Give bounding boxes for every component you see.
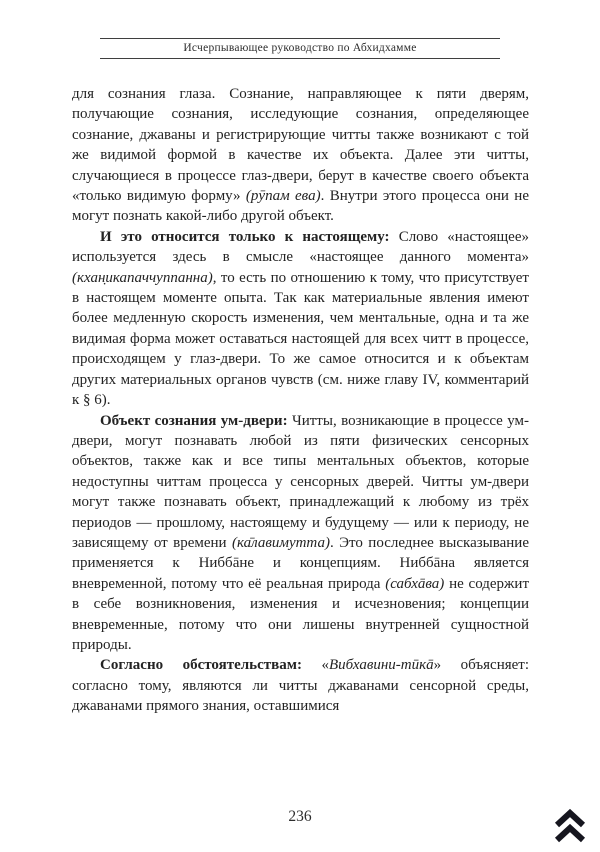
term-italic: (сабхāва) [385, 575, 445, 592]
paragraph [72, 411, 529, 656]
running-head [100, 38, 500, 59]
term-italic: (ка̄лавимутта) [232, 534, 330, 551]
paragraph-text: , то есть по отношению к тому, что присутствует в настоящем моменте опыта. Так как материальные явления имеют более медленную скорость изменения, чем ментальные, одна и та же видимая форма может оставаться настоящей для всех читт в процессе, происходящем у глаз-двери. То же самое относится и к объектам других материальных органов чувств (см. ниже главу IV, комментарий к § 6). [72, 269, 529, 409]
paragraph [72, 227, 529, 411]
paragraph-text: » объясняет: согласно тому, являются ли читты джаванами сенсорной среды, джаванами прямого знания, оставшимися [72, 657, 530, 715]
header-rule-bottom [100, 58, 500, 59]
paragraph-lead-bold: Согласно обстоятельствам: [100, 657, 302, 674]
term-italic: (кхан̣икапаччуппанна) [72, 269, 213, 286]
paragraph-text: Читты, возникающие в процессе ум-двери, могут познавать любой из пяти физических сенсорных объектов, также как и все типы ментальных объектов, которые недоступны читтам процесса у сенсорных дверей. Читты ум-двери могут также познавать объект, принадлежащий к любому из трёх периодов — прошлому, настоящему и будущему — или к периоду, не зависящему от времени [72, 412, 530, 551]
paragraph-lead-bold: Объект сознания ум-двери: [100, 412, 288, 429]
scroll-to-top-button[interactable] [548, 804, 592, 848]
term-italic: Вибхавини-тӣкā [328, 657, 434, 674]
paragraph-text: не содержит в себе возникновения, изменения и исчезновения; концепции вневременные, потому что они лишены внутренней сущностной природы. [72, 575, 529, 653]
page-number: 236 [288, 808, 312, 825]
term-italic: (рӯпам ева) [245, 188, 321, 205]
paragraph [72, 655, 529, 716]
paragraph-text: . Это последнее высказывание применяется к Ниббāне и концепциям. Ниббāна является вневременной, потому что её реальная природа [72, 534, 529, 592]
paragraph-text: Слово «настоящее» используется здесь в смысле «настоящее данного момента» [72, 228, 529, 266]
paragraph [72, 84, 529, 227]
page-body [72, 84, 529, 717]
running-head-title: Исчерпывающее руководство по Абхидхамме [183, 42, 417, 54]
paragraph-lead-bold: И это относится только к настоящему: [100, 228, 390, 245]
double-chevron-up-icon [552, 807, 588, 845]
paragraph-text: « [301, 657, 329, 674]
paragraph-text: для сознания глаза. Сознание, направляющее к пяти дверям, получающие сознания, исследующие сознания, определяющее сознание, джаваны и регистрирующие читты также возникают с той же видимой формой в качестве их объекта. Далее эти читты, случающиеся в процессе глаз-двери, берут в качестве своего объекта «только видимую форму» [72, 86, 529, 205]
paragraph-text: . Внутри этого процесса они не могут познать какой-либо другой объект. [72, 188, 529, 225]
